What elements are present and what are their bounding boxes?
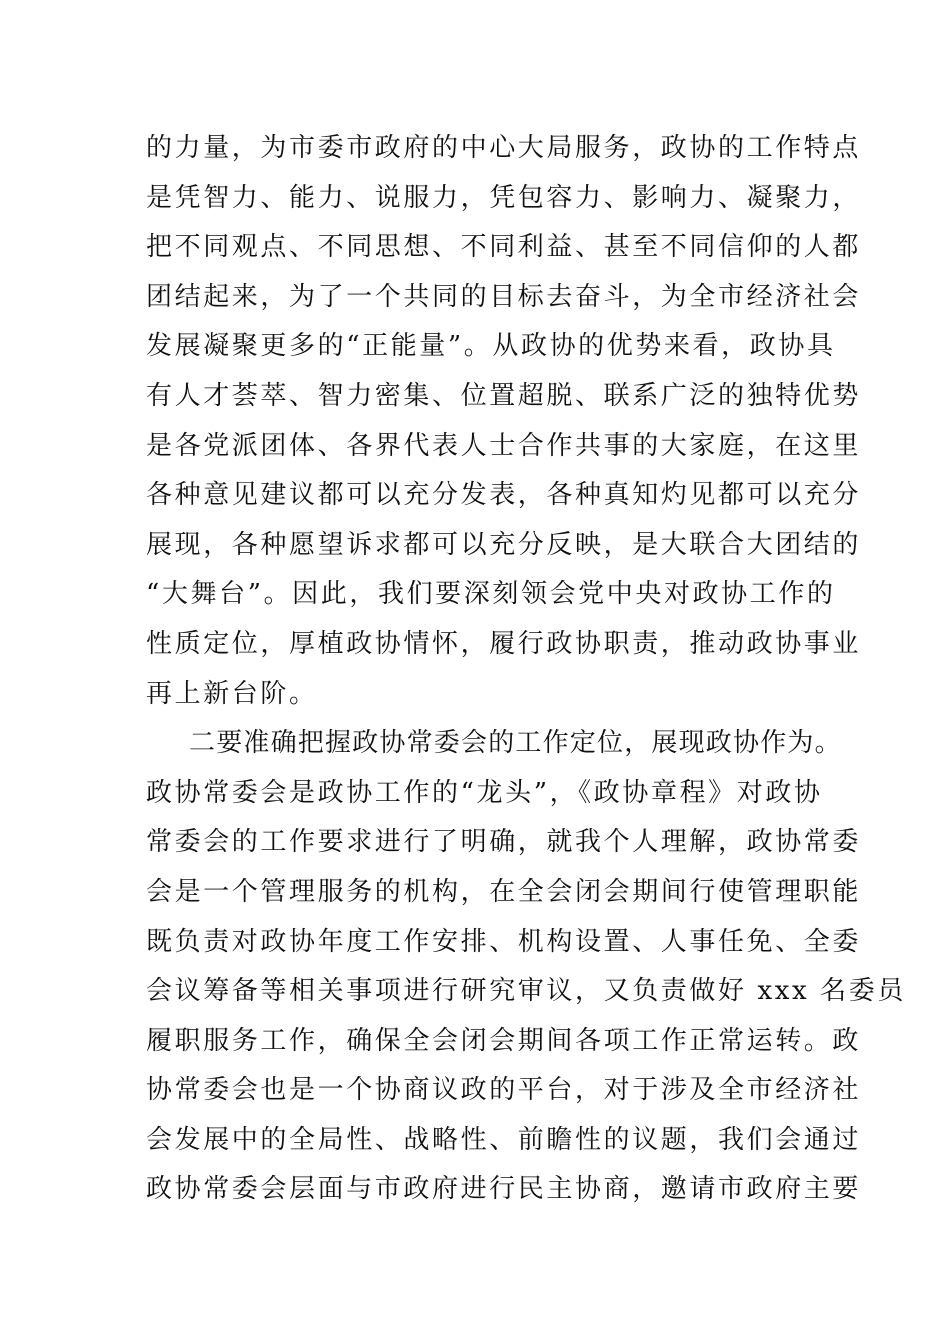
text-line: 展现，各种愿望诉求都可以充分反映，是大联合大团结的 (146, 529, 862, 560)
text-line: 再上新台阶。 (146, 678, 318, 709)
text-line: 政协常委会层面与市政府进行民主协商，邀请市政府主要 (146, 1174, 862, 1205)
text-line: 常委会的工作要求进行了明确，就我个人理解，政协常委 (146, 827, 862, 858)
text-line: 会是一个管理服务的机构，在全会闭会期间行使管理职能 (146, 876, 862, 907)
text-line: 是各党派团体、各界代表人士合作共事的大家庭，在这里 (146, 430, 862, 461)
text-line: “大舞台”。因此，我们要深刻领会党中央对政协工作的 (146, 579, 836, 610)
text-line: 是凭智力、能力、说服力，凭包容力、影响力、凝聚力， (146, 182, 862, 213)
text-line: 既负责对政协年度工作安排、机构设置、人事任免、全委 (146, 926, 862, 957)
text-line: 把不同观点、不同思想、不同利益、甚至不同信仰的人都 (146, 232, 862, 263)
text-line: 各种意见建议都可以充分发表，各种真知灼见都可以充分 (146, 480, 862, 511)
body-text (146, 124, 906, 1215)
text-line: 会发展中的全局性、战略性、前瞻性的议题，我们会通过 (146, 1124, 862, 1155)
paragraph-start-line: 二要准确把握政协常委会的工作定位，展现政协作为。 (189, 728, 842, 759)
text-line: 性质定位，厚植政协情怀，履行政协职责，推动政协事业 (146, 628, 862, 659)
text-line: 履职服务工作，确保全会闭会期间各项工作正常运转。政 (146, 1025, 862, 1056)
text-line: 有人才荟萃、智力密集、位置超脱、联系广泛的独特优势 (146, 380, 862, 411)
text-line: 协常委会也是一个协商议政的平台，对于涉及全市经济社 (146, 1075, 862, 1106)
text-line: 发展凝聚更多的“正能量”。从政协的优势来看，政协具 (146, 331, 836, 362)
text-line: 团结起来，为了一个共同的目标去奋斗，为全市经济社会 (146, 281, 862, 312)
text-line: 会议筹备等相关事项进行研究审议，又负责做好 xxx 名委员 (146, 976, 906, 1007)
text-line: 政协常委会是政协工作的“龙头”，《政协章程》对政协 (146, 777, 823, 808)
text-line: 的力量，为市委市政府的中心大局服务，政协的工作特点 (146, 133, 862, 163)
